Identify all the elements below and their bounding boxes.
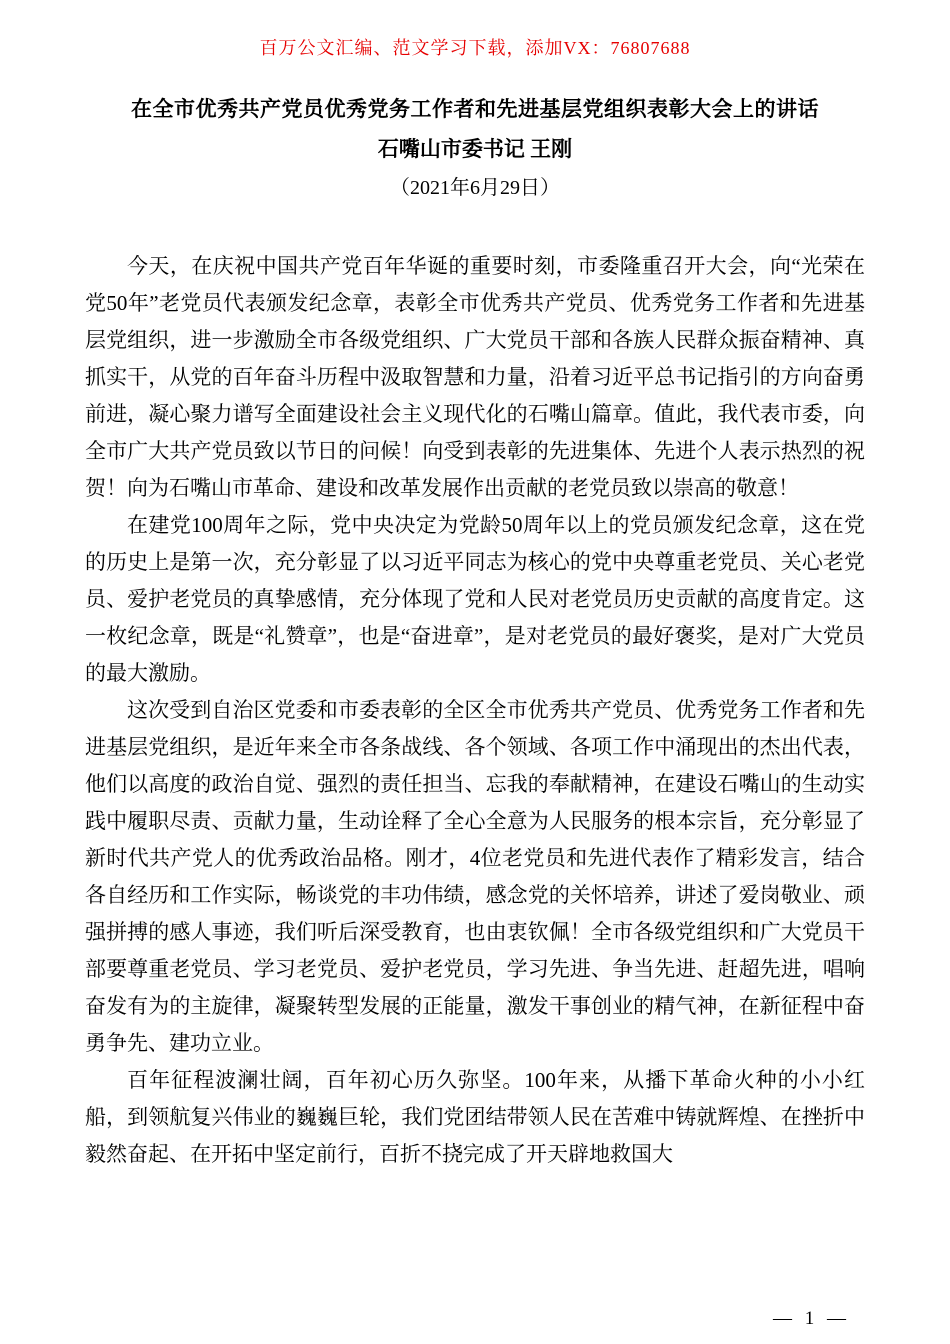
body-paragraph: 这次受到自治区党委和市委表彰的全区全市优秀共产党员、优秀党务工作者和先进基层党组织，是近年来全市各条战线、各个领域、各项工作中涌现出的杰出代表，他们以高度的政治自觉、强烈的责任担当、忘我的奉献精神，在建设石嘴山的生动实践中履职尽责、贡献力量，生动诠释了全心全意为人民服务的根本宗旨，充分彰显了新时代共产党人的优秀政治品格。刚才，4位老党员和先进代表作了精彩发言，结合各自经历和工作实际，畅谈党的丰功伟绩，感念党的关怀培养，讲述了爱岗敬业、顽强拼搏的感人事迹，我们听后深受教育，也由衷钦佩！全市各级党组织和广大党员干部要尊重老党员、学习老党员、爱护老党员，学习先进、争当先进、赶超先进，唱响奋发有为的主旋律，凝聚转型发展的正能量，激发干事创业的精气神，在新征程中奋勇争先、建功立业。 [85, 698, 865, 1055]
body-paragraph: 百年征程波澜壮阔，百年初心历久弥坚。100年来，从播下革命火种的小小红船，到领航复兴伟业的巍巍巨轮，我们党团结带领人民在苦难中铸就辉煌、在挫折中毅然奋起、在开拓中坚定前行，百折不挠完成了开天辟地救国大 [85, 1068, 865, 1166]
document-body [85, 248, 865, 1173]
page-number: — 1 — [773, 1308, 850, 1329]
author-line: 石嘴山市委书记 王刚 [377, 137, 573, 161]
document-title: 在全市优秀共产党员优秀党务工作者和先进基层党组织表彰大会上的讲话 [131, 97, 819, 121]
watermark-header: 百万公文汇编、范文学习下载，添加VX：76807688 [259, 38, 691, 58]
body-paragraph: 今天，在庆祝中国共产党百年华诞的重要时刻，市委隆重召开大会，向“光荣在党50年”老党员代表颁发纪念章，表彰全市优秀共产党员、优秀党务工作者和先进基层党组织，进一步激励全市各级党组织、广大党员干部和各族人民群众振奋精神、真抓实干，从党的百年奋斗历程中汲取智慧和力量，沿着习近平总书记指引的方向奋勇前进，凝心聚力谱写全面建设社会主义现代化的石嘴山篇章。值此，我代表市委，向全市广大共产党员致以节日的问候！向受到表彰的先进集体、先进个人表示热烈的祝贺！向为石嘴山市革命、建设和改革发展作出贡献的老党员致以崇高的敬意！ [85, 254, 865, 500]
body-paragraph: 在建党100周年之际，党中央决定为党龄50周年以上的党员颁发纪念章，这在党的历史上是第一次，充分彰显了以习近平同志为核心的党中央尊重老党员、关心老党员、爱护老党员的真挚感情，充分体现了党和人民对老党员历史贡献的高度肯定。这一枚纪念章，既是“礼赞章”，也是“奋进章”，是对老党员的最好褒奖，是对广大党员的最大激励。 [85, 513, 865, 685]
date-line: （2021年6月29日） [390, 177, 560, 199]
